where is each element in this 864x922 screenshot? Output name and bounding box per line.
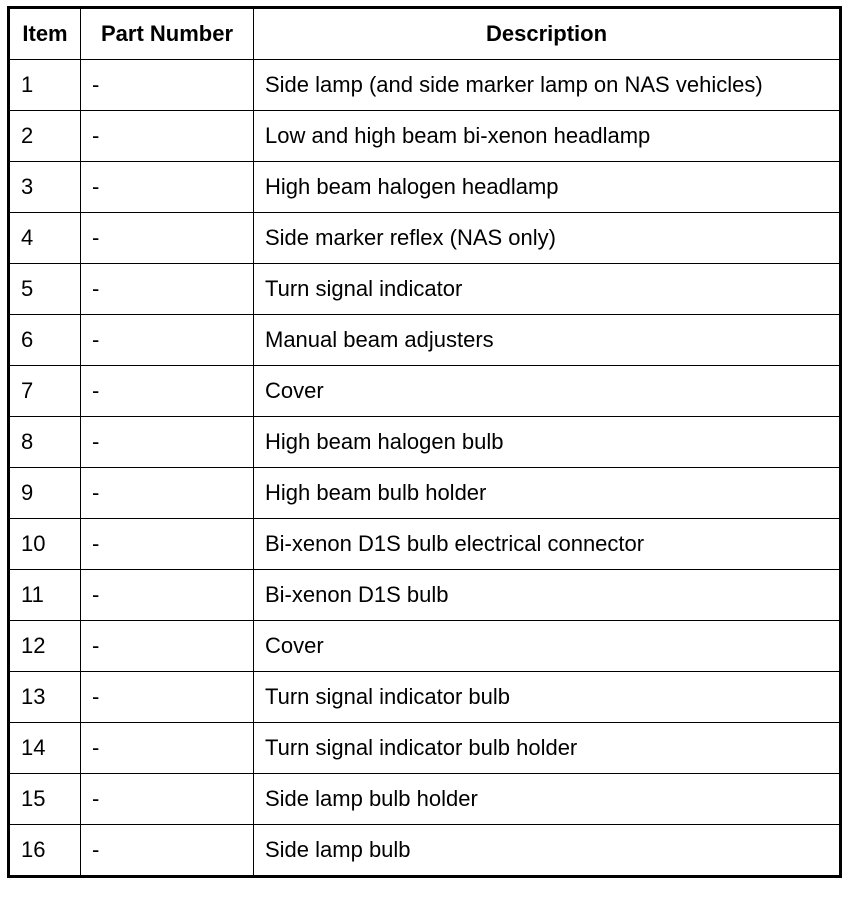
table-row — [9, 570, 841, 621]
item-cell: 2 — [9, 111, 81, 162]
description-cell: Cover — [254, 366, 841, 417]
header-row — [9, 8, 841, 60]
part-number-cell: - — [81, 723, 254, 774]
description-cell: Turn signal indicator bulb — [254, 672, 841, 723]
description-cell: Bi-xenon D1S bulb — [254, 570, 841, 621]
item-cell: 15 — [9, 774, 81, 825]
description-cell: Side lamp (and side marker lamp on NAS vehicles) — [254, 60, 841, 111]
table-row — [9, 519, 841, 570]
description-cell: Cover — [254, 621, 841, 672]
item-cell: 11 — [9, 570, 81, 621]
description-cell: High beam halogen bulb — [254, 417, 841, 468]
item-cell: 9 — [9, 468, 81, 519]
item-cell: 6 — [9, 315, 81, 366]
table-row — [9, 723, 841, 774]
table-row — [9, 672, 841, 723]
table-row — [9, 468, 841, 519]
part-number-cell: - — [81, 162, 254, 213]
item-cell: 10 — [9, 519, 81, 570]
description-cell: Bi-xenon D1S bulb electrical connector — [254, 519, 841, 570]
part-number-cell: - — [81, 264, 254, 315]
item-cell: 12 — [9, 621, 81, 672]
description-cell: High beam halogen headlamp — [254, 162, 841, 213]
part-number-cell: - — [81, 774, 254, 825]
part-number-cell: - — [81, 672, 254, 723]
parts-table — [7, 6, 842, 878]
description-cell: Side marker reflex (NAS only) — [254, 213, 841, 264]
item-cell: 5 — [9, 264, 81, 315]
table-row — [9, 264, 841, 315]
part-number-cell: - — [81, 111, 254, 162]
item-cell: 13 — [9, 672, 81, 723]
description-cell: Side lamp bulb — [254, 825, 841, 877]
table-row — [9, 60, 841, 111]
description-cell: Manual beam adjusters — [254, 315, 841, 366]
part-number-cell: - — [81, 519, 254, 570]
table-body — [9, 60, 841, 877]
part-number-cell: - — [81, 60, 254, 111]
description-cell: Turn signal indicator bulb holder — [254, 723, 841, 774]
item-cell: 16 — [9, 825, 81, 877]
part-number-cell: - — [81, 621, 254, 672]
item-cell: 3 — [9, 162, 81, 213]
part-number-cell: - — [81, 468, 254, 519]
description-cell: High beam bulb holder — [254, 468, 841, 519]
part-number-cell: - — [81, 825, 254, 877]
description-cell: Turn signal indicator — [254, 264, 841, 315]
part-number-cell: - — [81, 417, 254, 468]
table-row — [9, 315, 841, 366]
item-cell: 4 — [9, 213, 81, 264]
column-header-description: Description — [254, 8, 841, 60]
table-row — [9, 621, 841, 672]
description-cell: Side lamp bulb holder — [254, 774, 841, 825]
column-header-part-number: Part Number — [81, 8, 254, 60]
item-cell: 7 — [9, 366, 81, 417]
item-cell: 14 — [9, 723, 81, 774]
column-header-item: Item — [9, 8, 81, 60]
description-cell: Low and high beam bi-xenon headlamp — [254, 111, 841, 162]
part-number-cell: - — [81, 315, 254, 366]
table-row — [9, 162, 841, 213]
item-cell: 8 — [9, 417, 81, 468]
table-row — [9, 213, 841, 264]
item-cell: 1 — [9, 60, 81, 111]
part-number-cell: - — [81, 366, 254, 417]
table-row — [9, 366, 841, 417]
table-header — [9, 8, 841, 60]
table-row — [9, 111, 841, 162]
table-row — [9, 417, 841, 468]
part-number-cell: - — [81, 213, 254, 264]
table-row — [9, 774, 841, 825]
table-row — [9, 825, 841, 877]
part-number-cell: - — [81, 570, 254, 621]
